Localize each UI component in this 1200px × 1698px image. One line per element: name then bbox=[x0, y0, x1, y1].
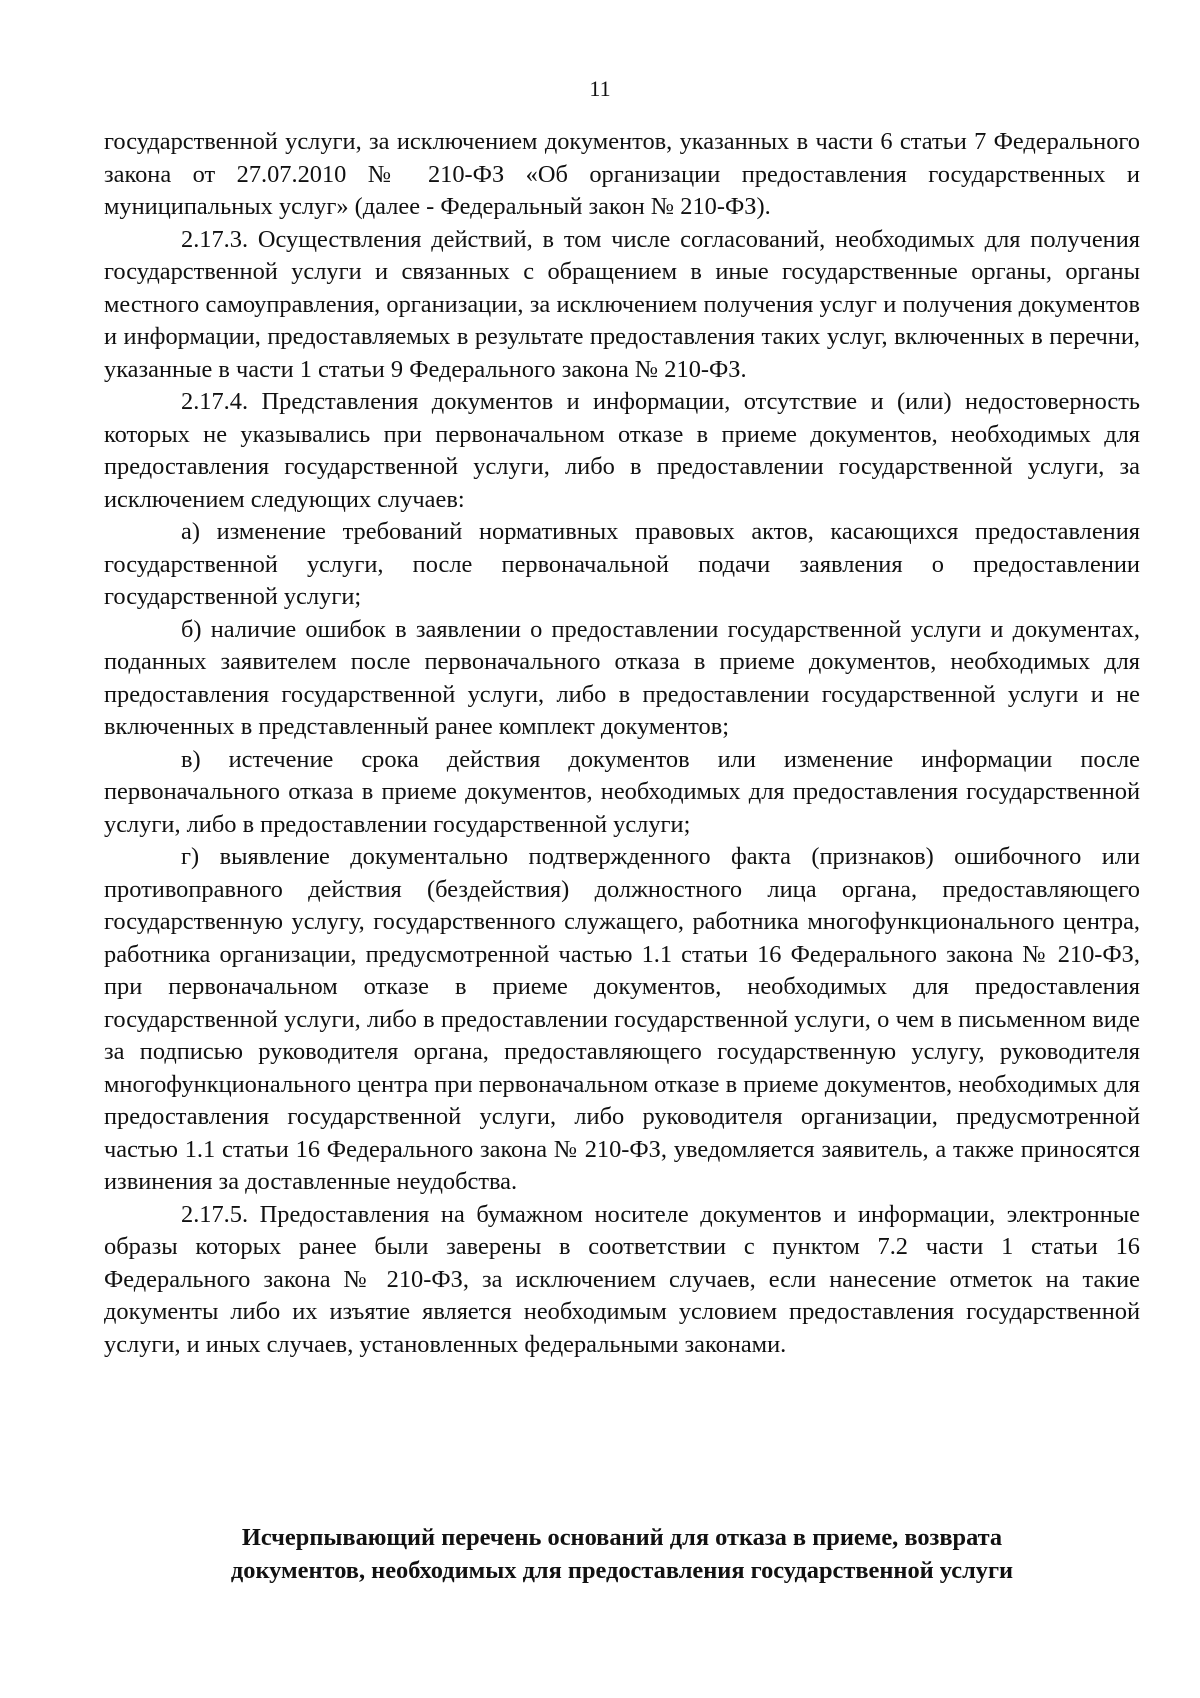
page-number: 11 bbox=[589, 76, 611, 101]
paragraph-2-17-3: 2.17.3. Осуществления действий, в том числе согласований, необходимых для получения государственной услуги и связанных с обращением в иные государственные органы, органы местного самоуправления, организации, за исключением получения услуг и получения документов и информации, предоставляемых в результате предоставления таких услуг, включенных в перечни, указанные в части 1 статьи 9 Федерального закона № 210-ФЗ. bbox=[104, 225, 1140, 383]
paragraph-2-17-4: 2.17.4. Представления документов и информации, отсутствие и (или) недостоверность которых не указывались при первоначальном отказе в приеме документов, необходимых для предоставления государственной услуги, либо в предоставлении государственной услуги, за исключением следующих случаев: bbox=[104, 388, 1140, 513]
list-item-a: а) изменение требований нормативных правовых актов, касающихся предоставления государственной услуги, после первоначальной подачи заявления о предоставлении государственной услуги; bbox=[104, 518, 1140, 610]
section-heading-line-1: Исчерпывающий перечень оснований для отказа в приеме, возврата bbox=[241, 1524, 1003, 1551]
section-heading-line-2: документов, необходимых для предоставления государственной услуги bbox=[230, 1557, 1014, 1584]
document-body bbox=[104, 126, 1140, 1361]
list-item-v: в) истечение срока действия документов или изменение информации после первоначального отказа в приеме документов, необходимых для предоставления государственной услуги, либо в предоставлении государственной услуги; bbox=[104, 745, 1140, 838]
paragraph-continuation: государственной услуги, за исключением документов, указанных в части 6 статьи 7 Федерального закона от 27.07.2010 № 210-ФЗ «Об организации предоставления государственных и муниципальных услуг» (далее - Федеральный закон № 210-ФЗ). bbox=[104, 128, 1140, 220]
paragraph-2-17-5: 2.17.5. Предоставления на бумажном носителе документов и информации, электронные образы которых ранее были заверены в соответствии с пунктом 7.2 части 1 статьи 16 Федерального закона № 210-ФЗ, за исключением случаев, если нанесение отметок на такие документы либо их изъятие является необходимым условием предоставления государственной услуги, и иных случаев, установленных федеральными законами. bbox=[104, 1200, 1140, 1358]
list-item-b: б) наличие ошибок в заявлении о предоставлении государственной услуги и документах, поданных заявителем после первоначального отказа в приеме документов, необходимых для предоставления государственной услуги, либо в предоставлении государственной услуги и не включенных в представленный ранее комплект документов; bbox=[104, 615, 1140, 740]
list-item-g: г) выявление документально подтвержденного факта (признаков) ошибочного или противоправного действия (бездействия) должностного лица органа, предоставляющего государственную услугу, государственного служащего, работника многофункционального центра, работника организации, предусмотренной частью 1.1 статьи 16 Федерального закона № 210-ФЗ, при первоначальном отказе в приеме документов, необходимых для предоставления государственной услуги, либо в предоставлении государственной услуги, о чем в письменном виде за подписью руководителя органа, предоставляющего государственную услугу, руководителя многофункционального центра при первоначальном отказе в приеме документов, необходимых для предоставления государственной услуги, либо руководителя организации, предусмотренной частью 1.1 статьи 16 Федерального закона № 210-ФЗ, уведомляется заявитель, а также приносятся извинения за доставленные неудобства. bbox=[104, 843, 1140, 1195]
section-heading bbox=[104, 1521, 1140, 1587]
